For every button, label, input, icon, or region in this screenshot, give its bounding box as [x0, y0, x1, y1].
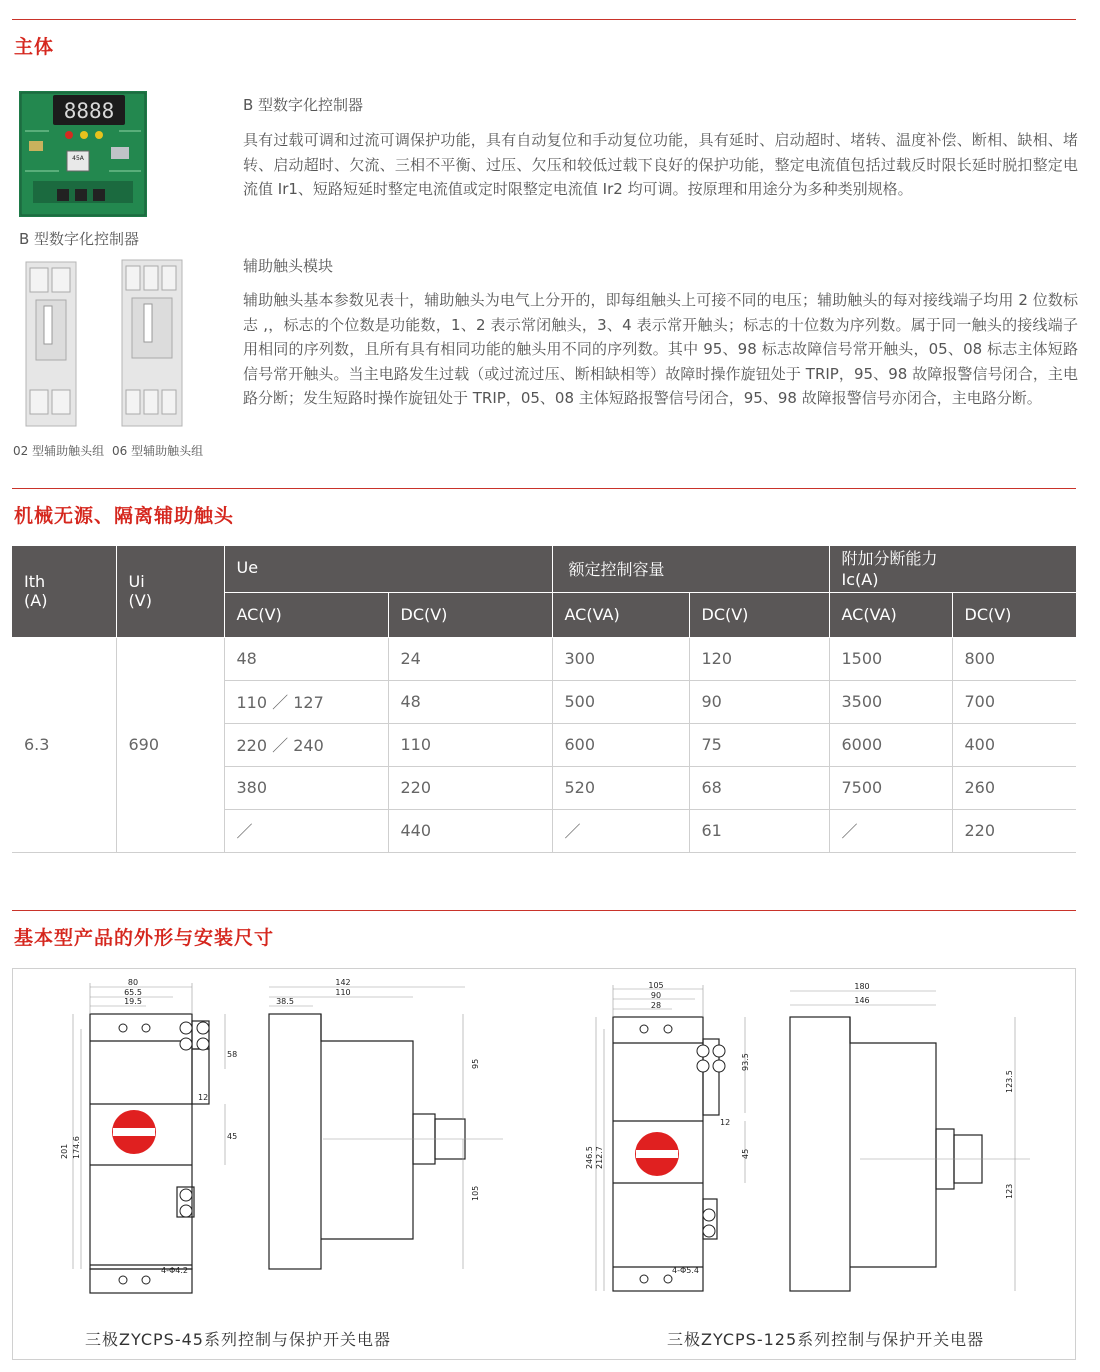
section-divider	[12, 19, 1076, 20]
table-cell: 440	[388, 809, 552, 852]
dim-label: 110	[335, 988, 351, 997]
aux-heading: 辅助触头模块	[243, 257, 334, 275]
table-cell: 300	[552, 637, 689, 680]
cell-ui: 690	[116, 637, 224, 852]
table-cell: ／	[552, 809, 689, 852]
display-digits: 8888	[63, 99, 115, 123]
dim-label: 45	[741, 1148, 750, 1159]
section-title-main: 主体	[14, 36, 55, 58]
dim-label: 12	[720, 1118, 731, 1127]
zycps125-dimension-drawing	[560, 969, 1070, 1314]
section-title-dimensions: 基本型产品的外形与安装尺寸	[14, 927, 275, 949]
dim-label: 90	[650, 991, 662, 1000]
table-cell: 260	[952, 766, 1076, 809]
dim-label: 93.5	[741, 1053, 750, 1071]
controller-description: 具有过载可调和过流可调保护功能，具有自动复位和手动复位功能，具有延时、启动超时、堵转、温度补偿、断相、缺相、堵转、启动超时、欠流、三相不平衡、过压、欠压和较低过载下良好的保护功能，整定电流值包括过载反时限长延时脱扣整定电流值 Ir1、短路短延时整定电流值或定时限整定电流值 Ir2 均可调。按原理和用途分为多种类别规格。	[243, 131, 1078, 198]
table-cell: 520	[552, 766, 689, 809]
table-row	[12, 637, 1076, 680]
dim-label: 95	[471, 1058, 480, 1069]
dim-label: 105	[648, 981, 664, 990]
table-cell: 110	[388, 723, 552, 766]
dim-label: 246.5	[585, 1146, 594, 1169]
aux-description: 辅助触头基本参数见表十，辅助触头为电气上分开的，即每组触头上可接不同的电压；辅助触头的每对接线端子均用 2 位数标志 ,，标志的个位数是功能数，1、2 表示常闭触头，3、4 表示常开触头；标志的十位数为序列数。属于同一触头的接线端子用相同的序列数，且所有具有相同功能的触头用不同的序列数。其中 95、98 标志故障信号常开触头，05、08 标志主体短路信号常开触头。当主电路发生过载（或过流过压、断相缺相等）故障时操作旋钮处于 TRIP，95、98 故障报警信号闭合，主电路分断；发生短路时操作旋钮处于 TRIP，05、08 主体短路报警信号闭合，95、98 故障报警信号亦闭合，主电路分断。	[243, 291, 1078, 407]
header-ui: Ui (V)	[116, 546, 224, 637]
table-cell: ／	[224, 809, 388, 852]
header-rated-capacity: 额定控制容量	[552, 546, 829, 592]
table-cell: 110 ／ 127	[224, 680, 388, 723]
dim-label: 45	[227, 1132, 238, 1141]
zycps125-caption: 三极ZYCPS-125系列控制与保护开关电器	[667, 1330, 985, 1349]
aux-contact-02-image	[22, 260, 80, 428]
dim-label: 146	[854, 996, 870, 1005]
zycps45-caption: 三极ZYCPS-45系列控制与保护开关电器	[85, 1330, 391, 1349]
table-cell: 220 ／ 240	[224, 723, 388, 766]
cell-ith: 6.3	[12, 637, 116, 852]
dim-label: 180	[854, 982, 870, 991]
aux-contact-table	[12, 546, 1076, 853]
zycps45-dimension-drawing	[13, 969, 533, 1314]
dim-label: 80	[127, 978, 139, 987]
table-cell: 48	[224, 637, 388, 680]
dim-label: 58	[227, 1050, 238, 1059]
dim-label: 123	[1005, 1183, 1014, 1199]
table-cell: 500	[552, 680, 689, 723]
subheader-rated-ac: AC(VA)	[552, 592, 689, 637]
subheader-ue-dc: DC(V)	[388, 592, 552, 637]
subheader-rated-dc: DC(V)	[689, 592, 829, 637]
dim-label: 123.5	[1005, 1070, 1014, 1093]
table-cell: 6000	[829, 723, 952, 766]
dim-label: 105	[471, 1185, 480, 1201]
table-cell: 24	[388, 637, 552, 680]
table-cell: 380	[224, 766, 388, 809]
subheader-ue-ac: AC(V)	[224, 592, 388, 637]
chip-label: 45A	[72, 155, 84, 162]
subheader-extra-dc: DC(V)	[952, 592, 1076, 637]
aux-contact-06-image	[118, 258, 186, 428]
dim-label: 19.5	[124, 997, 142, 1006]
table-cell: 68	[689, 766, 829, 809]
table-cell: 61	[689, 809, 829, 852]
section-divider	[12, 488, 1076, 489]
table-cell: 75	[689, 723, 829, 766]
section-title-aux-contacts: 机械无源、隔离辅助触头	[14, 505, 235, 527]
aux-02-caption: 02 型辅助触头组	[13, 444, 105, 458]
controller-image-caption: B 型数字化控制器	[19, 230, 140, 248]
header-extra-breaking: 附加分断能力 Ic(A)	[829, 546, 1076, 592]
table-cell: 800	[952, 637, 1076, 680]
table-cell: 600	[552, 723, 689, 766]
table-cell: 1500	[829, 637, 952, 680]
table-cell: 7500	[829, 766, 952, 809]
dim-label: 142	[335, 978, 351, 987]
table-cell: 48	[388, 680, 552, 723]
dim-label: 12	[198, 1093, 209, 1102]
dim-label: 4-Φ4.2	[161, 1266, 188, 1275]
table-cell: 90	[689, 680, 829, 723]
header-ith: Ith (A)	[12, 546, 116, 637]
dim-label: 212.7	[595, 1146, 604, 1169]
table-cell: 120	[689, 637, 829, 680]
dim-label: 201	[60, 1143, 69, 1159]
table-cell: 700	[952, 680, 1076, 723]
table-cell: ／	[829, 809, 952, 852]
table-cell: 220	[952, 809, 1076, 852]
aux-06-caption: 06 型辅助触头组	[112, 444, 204, 458]
section-divider	[12, 910, 1076, 911]
subheader-extra-ac: AC(VA)	[829, 592, 952, 637]
dim-label: 4-Φ5.4	[672, 1266, 699, 1275]
table-cell: 400	[952, 723, 1076, 766]
dim-label: 28	[650, 1001, 662, 1010]
table-cell: 3500	[829, 680, 952, 723]
table-cell: 220	[388, 766, 552, 809]
header-ue: Ue	[224, 546, 552, 592]
controller-heading: B 型数字化控制器	[243, 96, 364, 114]
dim-label: 65.5	[124, 988, 142, 997]
dim-label: 38.5	[276, 997, 294, 1006]
controller-board-image	[19, 91, 147, 217]
dim-label: 174.6	[72, 1136, 81, 1159]
